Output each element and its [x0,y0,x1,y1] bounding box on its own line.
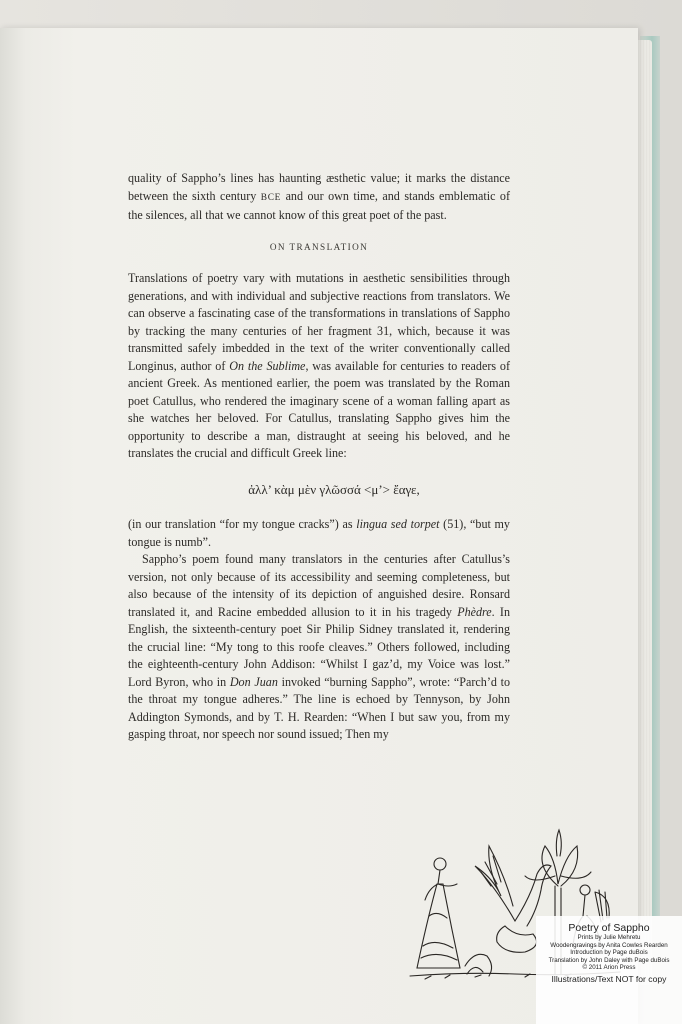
paragraph-4-end: invoked “burning Sappho”, wrote: “Parch’d to the throat my tongue adheres.” The line is echoed by Tennyson, by John Addington Symonds, and by T. H. Rearden: “When I but saw you, from my gasping throat, nor speech nor sound issued; Then my [128,674,511,741]
caption-prints-credit: Prints by Julie Mehretu [577,934,641,941]
caption-engravings-credit: Woodengravings by Anita Cowles Rearden [550,941,668,949]
body-text [128,170,510,744]
paragraph-1 [128,170,510,225]
paragraph-2 [128,270,510,463]
paragraph-4-middle: . In English, the sixteenth-century poet Sir Philip Sidney translated it, rendering the crucial line: “My tong to this roofe cleaves.” Others followed, including the eighteenth-century John Addison: “Whilst I gaz’d, my Voice was lost.” Lord Byron, who in [128,604,510,689]
work-title-phedre: Phèdre [457,604,492,619]
paragraph-3-text: (in our translation “for my tongue cracks”) as [128,517,357,531]
copyright-caption [536,916,682,1024]
latin-phrase: lingua sed torpet [356,517,440,531]
paragraph-4-text: Sappho’s poem found many translators in the centuries after Catullus’s version, not only because of its accessibility and seeming completeness, but also because of the intensity of its depiction of anguished desire. Ronsard translated it, and Racine embedded allusion to it in his tragedy [128,552,510,619]
paragraph-4 [128,551,510,744]
work-title-on-the-sublime: On the Sublime [229,358,306,373]
work-title-don-juan: Don Juan [229,674,278,689]
section-heading: ON TRANSLATION [269,241,369,252]
paragraph-1-end: and our own time, and stands emblematic of the silences, all that we cannot know of this great poet of the past. [128,188,510,222]
caption-title: Poetry of Sappho [568,922,650,934]
caption-copy-notice: Illustrations/Text NOT for copy [551,973,667,984]
greek-quotation: ἀλλ’ κὰμ μὲν γλῶσσά <μ’> ἔαγε, [248,481,420,497]
paragraph-3 [128,516,510,551]
paragraph-3-end: (51), “but my tongue is numb”. [128,517,510,549]
era-small-caps: BCE [260,192,282,203]
caption-introduction-credit: Introduction by Page duBois [570,949,648,957]
caption-copyright: © 2011 Arion Press [582,964,636,972]
caption-translation-credit: Translation by John Daley with Page duBois [548,956,670,964]
paragraph-2-end: , was available for centuries to readers of ancient Greek. As mentioned earlier, the poem was translated by the Roman poet Catullus, who rendered the imaginary scene of a woman falling apart as she watches her beloved. For Catullus, translating Sappho gives him the opportunity to describe a man, distraught at seeing his beloved, and he translates the crucial and difficult Greek line: [128,358,510,460]
paragraph-1-text: quality of Sappho’s lines has haunting æsthetic value; it marks the distance between the sixth century [128,171,510,203]
paragraph-2-text: Translations of poetry vary with mutations in aesthetic sensibilities through generations, and with individual and subjective reactions from translators. We can observe a fascinating case of the transformations in translations of Sappho by tracking the many centuries of her fragment 31, which, because it was transmitted safely imbedded in the text of the writer conventionally called Longinus, author of [128,271,510,373]
